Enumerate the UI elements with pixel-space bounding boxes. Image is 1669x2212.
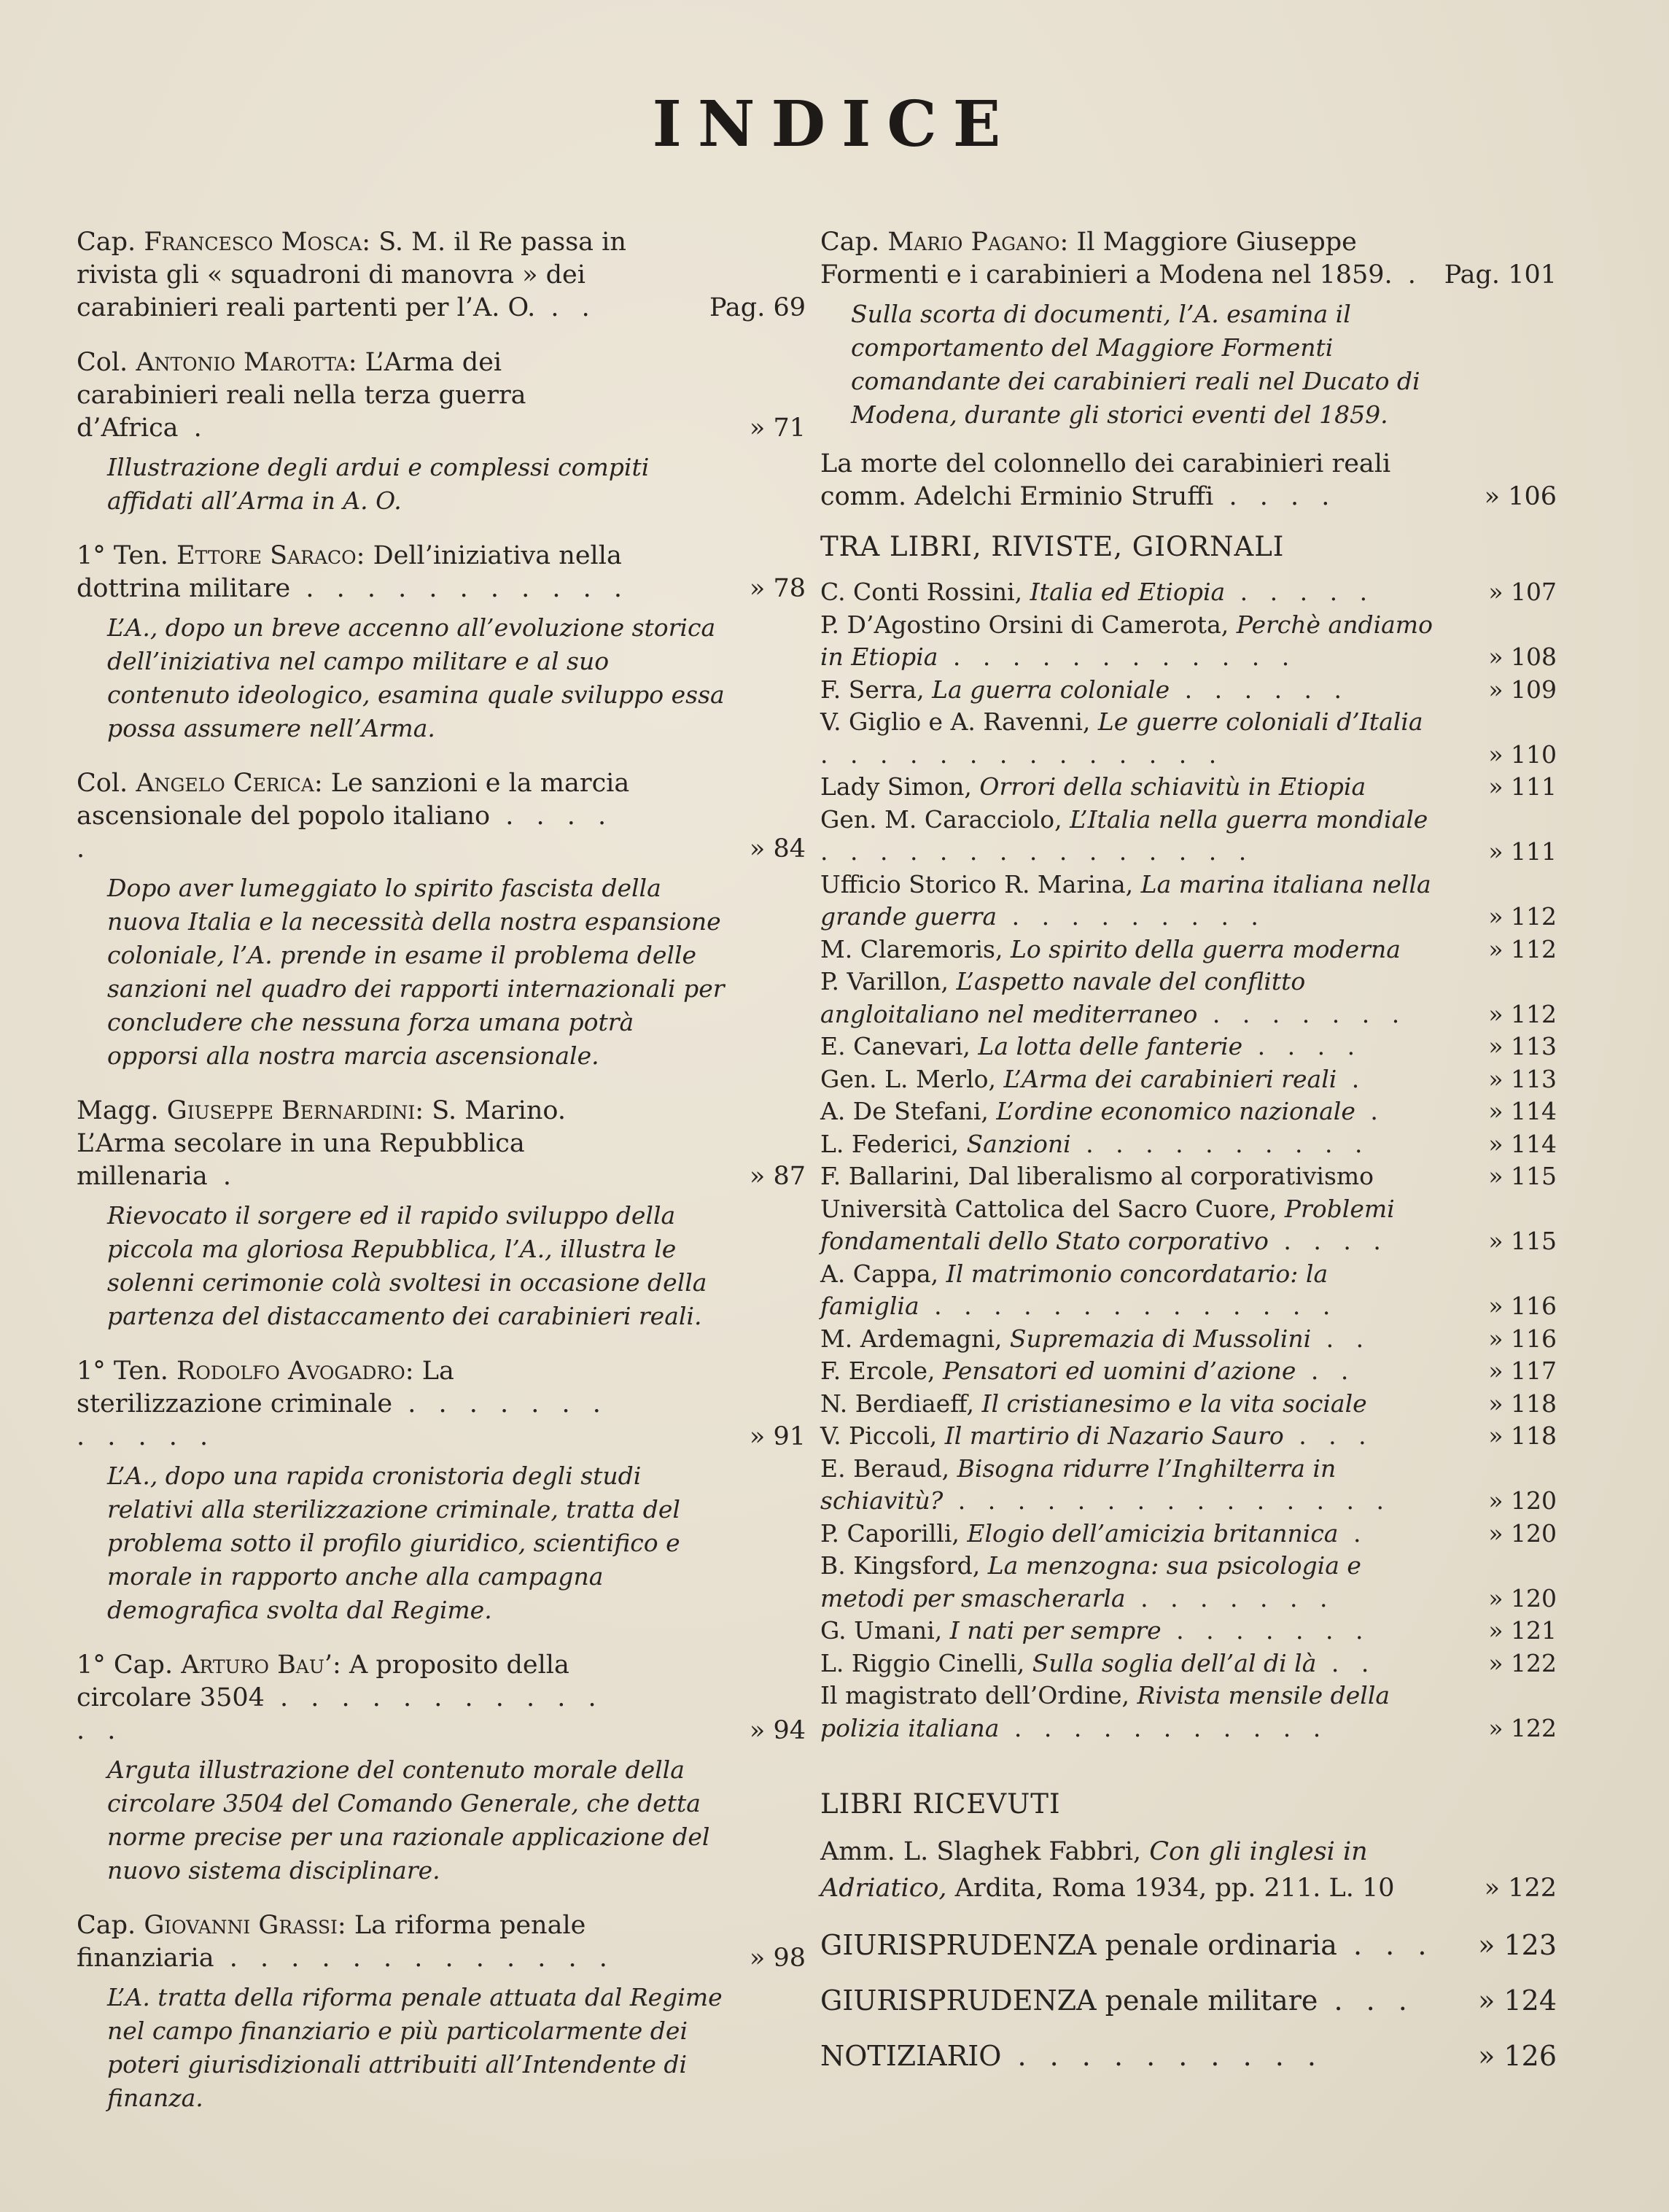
review-author: Ufficio Storico R. Marina, (820, 869, 1134, 899)
review-work: Lo spirito della guerra moderna (1010, 934, 1401, 963)
review-work: Elogio dell’amicizia britannica (967, 1518, 1339, 1548)
review-author: E. Beraud, (820, 1454, 950, 1483)
page-title: INDICE (652, 88, 1017, 161)
review-author: V. Piccoli, (820, 1421, 938, 1450)
review-page: » 122 (1488, 1713, 1557, 1742)
review-item (820, 1063, 1557, 1096)
review-item (820, 1518, 1557, 1551)
entry-title: Dell’iniziativa nella dottrina militare (77, 541, 622, 603)
review-author: A. De Stefani, (820, 1097, 989, 1125)
review-page: » 112 (1488, 934, 1557, 963)
section-line (820, 2038, 1557, 2074)
review-item (820, 1388, 1557, 1421)
review-page: » 120 (1488, 1486, 1557, 1515)
entry-author: Arturo Bau’ (181, 1650, 333, 1680)
left-entry: 1° Ten. Ettore Saraco: Dell’iniziativa nella dottrina militare . . . . . . . . . . . » 78 L’A., dopo un breve accenno all’evoluzione storica dell’iniziativa nel campo militare e al suo contenuto ideologico, esamina quale sviluppo essa possa assumere nell’Arma. (77, 540, 806, 745)
review-item (820, 1160, 1557, 1193)
entry-grade: Cap. (77, 228, 136, 257)
entry-description: Illustrazione degli ardui e complessi compiti affidati all’Arma in A. O. (107, 453, 650, 515)
entry-page: » 71 (749, 414, 806, 443)
review-leader-dots: . . . . (1242, 1032, 1363, 1060)
review-page: » 115 (1488, 1227, 1557, 1255)
review-leader-dots: . . . . . . . . . . . . (938, 643, 1297, 671)
review-work: Pensatori ed uomini d’azione (943, 1357, 1296, 1385)
review-work: L’aspetto navale del conflitto angloitaliano nel mediterraneo (820, 967, 1306, 1028)
review-leader-dots: . . . . . . . (1161, 1616, 1371, 1645)
entry-author: Giuseppe Bernardini (166, 1096, 416, 1125)
review-leader-dots: . . . . . . (1170, 675, 1350, 704)
review-work: Le guerre coloniali d’Italia (1097, 707, 1423, 736)
received-list (820, 1833, 1557, 1906)
entry-page: Pag. 101 (1444, 260, 1557, 290)
review-item (820, 1031, 1557, 1063)
entry-author: Ettore Saraco (176, 541, 357, 570)
review-leader-dots: . . (1296, 1357, 1356, 1385)
review-item (820, 1193, 1557, 1258)
review-item (820, 1258, 1557, 1323)
left-entry: Col. Antonio Marotta: L’Arma dei carabinieri reali nella terza guerra d’Africa . » 71 Illustrazione degli ardui e complessi compiti affidati all’Arma in A. O. (77, 346, 806, 518)
review-leader-dots: . . . . . . . . . . . . . . . (943, 1486, 1392, 1515)
entry-title: S. Marino. L’Arma secolare in una Repubblica millenaria (77, 1096, 566, 1191)
entry-leader-dots: . . . . . (77, 802, 614, 864)
review-work: L’Arma dei carabinieri reali (1003, 1064, 1337, 1093)
review-item (820, 1615, 1557, 1648)
review-page: » 113 (1488, 1032, 1557, 1060)
review-leader-dots: . . . . . (1225, 578, 1375, 606)
entry-title: Il Maggiore Giuseppe Formenti e i carabinieri a Modena nel 1859. (820, 228, 1393, 290)
review-leader-dots: . . . . . . . . . . . . . . (820, 740, 1224, 769)
review-work: L’ordine economico nazionale (996, 1097, 1355, 1125)
review-page: » 111 (1488, 772, 1557, 801)
review-author: L. Federici, (820, 1129, 960, 1158)
review-author: Il magistrato dell’Ordine, (820, 1681, 1130, 1710)
entry-page: » 106 (1484, 482, 1557, 511)
section-line-dots: . . . (1318, 1984, 1415, 2017)
review-author: F. Ercole, (820, 1357, 935, 1385)
section-line-page: » 124 (1478, 1984, 1557, 2017)
review-item (820, 576, 1557, 609)
entry-leader-dots: . (178, 414, 209, 443)
review-page: » 121 (1488, 1616, 1557, 1645)
review-page: » 120 (1488, 1583, 1557, 1613)
entry-description: L’A. tratta della riforma penale attuata dal Regime nel campo finanziario e più particolarmente dei poteri giurisdizionali attribuiti all’Intendente di finanza. (107, 1983, 723, 2112)
entry-leader-dots: . . . . . . . . . . . . (77, 1389, 608, 1451)
review-item (820, 674, 1557, 707)
received-rest: Ardita, Roma 1934, pp. 211. L. 10 (954, 1874, 1395, 1903)
review-leader-dots: . . . . (1268, 1227, 1388, 1255)
review-author: P. Caporilli, (820, 1518, 960, 1548)
review-author: Università Cattolica del Sacro Cuore, (820, 1194, 1277, 1223)
review-page: » 122 (1488, 1648, 1557, 1677)
review-work: La guerra coloniale (932, 675, 1170, 704)
right-entry: Cap. Mario Pagano: Il Maggiore Giuseppe Formenti e i carabinieri a Modena nel 1859. . Pag. 101 Sulla scorta di documenti, l’A. esamina il comportamento del Maggiore Formenti comandante dei carabinieri reali nel Ducato di Modena, durante gli storici eventi del 1859. (820, 226, 1557, 432)
received-author: Amm. L. Slaghek Fabbri, (820, 1837, 1142, 1866)
section-line-label: GIURISPRUDENZA penale militare (820, 1984, 1318, 2017)
review-item (820, 1323, 1557, 1356)
review-item (820, 706, 1557, 771)
review-author: V. Giglio e A. Ravenni, (820, 707, 1091, 736)
entry-page: » 98 (749, 1944, 806, 1973)
review-item (820, 804, 1557, 869)
review-work: Il cristianesimo e la vita sociale (981, 1389, 1367, 1418)
review-leader-dots: . . . (1283, 1421, 1374, 1450)
entry-grade: Cap. (820, 228, 880, 257)
section-line (820, 1982, 1557, 2019)
review-item (820, 609, 1557, 674)
entry-title: Le sanzioni e la marcia ascensionale del popolo italiano (77, 769, 630, 831)
review-page: » 112 (1488, 902, 1557, 931)
entry-grade: 1° Ten. (77, 541, 168, 570)
review-item (820, 771, 1557, 804)
review-work: L’Italia nella guerra mondiale (1070, 804, 1428, 834)
review-author: E. Canevari, (820, 1032, 970, 1060)
review-page: » 114 (1488, 1097, 1557, 1125)
review-work: Bisogna ridurre l’Inghilterra in schiavitù? (820, 1454, 1337, 1515)
entry-description: Rievocato il sorgere ed il rapido sviluppo della piccola ma gloriosa Repubblica, l’A., illustra le solenni cerimonie colà svoltesi in occasione della partenza del distaccamento dei carabinieri reali. (107, 1201, 707, 1330)
review-item (820, 1550, 1557, 1615)
entry-title: S. M. il Re passa in rivista gli « squadroni di manovra » dei carabinieri reali partenti per l’A. O. (77, 228, 626, 322)
left-column (77, 226, 806, 2137)
entry-page: » 87 (749, 1162, 806, 1191)
review-author: L. Riggio Cinelli, (820, 1648, 1025, 1677)
review-page: » 114 (1488, 1129, 1557, 1158)
entry-description: L’A., dopo una rapida cronistoria degli studi relativi alla sterilizzazione criminale, tratta del problema sotto il profilo giuridico, scientifico e morale in rapporto anche alla campagna demografica svolta dal Regime. (107, 1462, 680, 1624)
entry-author: Giovanni Grassi (144, 1911, 338, 1940)
review-item (820, 966, 1557, 1031)
section-line-dots: . . . (1337, 1929, 1434, 1961)
entry-title: La sterilizzazione criminale (77, 1357, 454, 1419)
reviews-list (820, 576, 1557, 1745)
review-leader-dots: . . . . . . . . . . (1070, 1129, 1370, 1158)
left-entry: Col. Angelo Cerica: Le sanzioni e la marcia ascensionale del popolo italiano . . . . . » 84 Dopo aver lumeggiato lo spirito fascista della nuova Italia e la necessità della nostra espansione coloniale, l’A. prende in esame il problema delle sanzioni nel quadro dei rapporti internazionali per concludere che nessuna forza umana potrà opporsi alla nostra marcia ascensionale. (77, 767, 806, 1073)
section-line-page: » 123 (1478, 1929, 1557, 1961)
review-author: C. Conti Rossini, (820, 578, 1023, 606)
review-page: » 118 (1488, 1389, 1557, 1418)
review-item (820, 869, 1557, 934)
review-author: P. Varillon, (820, 967, 949, 996)
entry-leader-dots: . . . . . . . . . . . . . (214, 1944, 615, 1973)
review-leader-dots: . . . . . . . (1125, 1583, 1335, 1613)
review-leader-dots: . . . . . . . . . (997, 902, 1266, 931)
entry-grade: 1° Cap. (77, 1650, 174, 1680)
review-work: Rivista mensile della polizia italiana (820, 1681, 1390, 1742)
left-entry: Cap. Giovanni Grassi: La riforma penale finanziaria . . . . . . . . . . . . . » 98 L’A. tratta della riforma penale attuata dal Regime nel campo finanziario e più particolarmente dei poteri giurisdizionali attribuiti all’Intendente di finanza. (77, 1909, 806, 2115)
entry-page: Pag. 69 (709, 293, 806, 322)
review-item (820, 934, 1557, 966)
review-item (820, 1420, 1557, 1453)
received-work: Con gli inglesi in Adriatico, (820, 1837, 1368, 1903)
entry-page: » 78 (749, 574, 806, 603)
section-line-page: » 126 (1478, 2040, 1557, 2072)
review-author: A. Cappa, (820, 1259, 939, 1288)
entry-leader-dots: . . . . . . . . . . . (290, 574, 629, 603)
review-page: » 109 (1488, 675, 1557, 704)
review-item (820, 1680, 1557, 1745)
entry-title: L’Arma dei carabinieri reali nella terza guerra d’Africa (77, 348, 526, 443)
entry-author: Antonio Marotta (136, 348, 349, 377)
review-page: » 117 (1488, 1357, 1557, 1385)
review-leader-dots: . (1338, 1518, 1369, 1548)
review-leader-dots: . . (1316, 1648, 1377, 1677)
review-work: Il matrimonio concordatario: la famiglia (820, 1259, 1328, 1320)
review-item (820, 1128, 1557, 1161)
entry-author: Mario Pagano (887, 228, 1060, 257)
entry-grade: 1° Ten. (77, 1357, 168, 1386)
review-work: Supremazia di Mussolini (1009, 1324, 1312, 1353)
review-page: » 116 (1488, 1292, 1557, 1320)
entry-leader-dots: . . . . (1213, 482, 1337, 511)
review-author: Lady Simon, (820, 772, 972, 801)
entry-grade: Col. (77, 348, 128, 377)
left-entry: Cap. Francesco Mosca: S. M. il Re passa in rivista gli « squadroni di manovra » dei carabinieri reali partenti per l’A. O. . . Pag. 69 (77, 226, 806, 325)
entry-title: La riforma penale finanziaria (77, 1911, 586, 1973)
review-item (820, 1095, 1557, 1128)
review-item (820, 1453, 1557, 1518)
entry-description: Dopo aver lumeggiato lo spirito fascista della nuova Italia e la necessità della nostra espansione coloniale, l’A. prende in esame il problema delle sanzioni nel quadro dei rapporti internazionali per concludere che nessuna forza umana potrà opporsi alla nostra marcia ascensionale. (107, 874, 725, 1070)
left-entry: 1° Cap. Arturo Bau’: A proposito della circolare 3504 . . . . . . . . . . . . . » 94 Arguta illustrazione del contenuto morale della circolare 3504 del Comando Generale, che detta norme precise per una razionale applicazione del nuovo sistema disciplinare. (77, 1649, 806, 1887)
section-line-dots: . . . . . . . . . . (1001, 2040, 1323, 2072)
review-author: M. Claremoris, (820, 934, 1003, 963)
review-work: Perchè andiamo in Etiopia (820, 610, 1433, 671)
entry-page: » 91 (749, 1422, 806, 1451)
section-reviews-heading: TRA LIBRI, RIVISTE, GIORNALI (820, 531, 1285, 562)
review-leader-dots: . . (1311, 1324, 1372, 1353)
review-work: Sulla soglia dell’al di là (1032, 1648, 1317, 1677)
section-line-label: NOTIZIARIO (820, 2040, 1002, 2072)
review-author: B. Kingsford, (820, 1551, 981, 1580)
right-entry (820, 448, 1557, 513)
entry-leader-dots: . . (535, 293, 597, 322)
section-line (820, 1927, 1557, 1963)
review-page: » 108 (1488, 643, 1557, 671)
review-page: » 112 (1488, 999, 1557, 1028)
entry-leader-dots: . (207, 1162, 238, 1191)
review-leader-dots: . . . . . . . (1197, 999, 1407, 1028)
right-column (820, 226, 1557, 2093)
entry-description: Sulla scorta di documenti, l’A. esamina il comportamento del Maggiore Formenti comandante dei carabinieri reali nel Ducato di Modena, durante gli storici eventi del 1859. (851, 300, 1420, 429)
review-work: La marina italiana nella grande guerra (820, 869, 1431, 931)
review-work: La menzogna: sua psicologia e metodi per smascherarla (820, 1551, 1361, 1613)
review-author: F. Ballarini, Dal liberalismo al corporativismo (820, 1162, 1374, 1190)
review-author: Gen. L. Merlo, (820, 1064, 997, 1093)
review-page: » 107 (1488, 578, 1557, 606)
entry-author: Angelo Cerica (136, 769, 314, 798)
entry-page: » 84 (749, 834, 806, 864)
entry-title: La morte del colonnello dei carabinieri reali comm. Adelchi Erminio Struffi (820, 449, 1391, 511)
entry-author: Rodolfo Avogadro (176, 1357, 405, 1386)
entry-grade: Cap. (77, 1911, 136, 1940)
left-entry: 1° Ten. Rodolfo Avogadro: La sterilizzazione criminale . . . . . . . . . . . . » 91 L’A., dopo una rapida cronistoria degli studi relativi alla sterilizzazione criminale, tratta del problema sotto il profilo giuridico, scientifico e morale in rapporto anche alla campagna demografica svolta dal Regime. (77, 1355, 806, 1627)
received-item (820, 1833, 1557, 1906)
review-work: Il martirio di Nazario Sauro (944, 1421, 1284, 1450)
review-work: Orrori della schiavitù in Etiopia (979, 772, 1366, 801)
review-author: M. Ardemagni, (820, 1324, 1003, 1353)
review-leader-dots: . (1355, 1097, 1385, 1125)
section-line-label: GIURISPRUDENZA penale ordinaria (820, 1929, 1337, 1961)
review-author: F. Serra, (820, 675, 925, 704)
review-item (820, 1355, 1557, 1388)
entry-title: A proposito della circolare 3504 (77, 1650, 569, 1712)
entry-description: Arguta illustrazione del contenuto morale della circolare 3504 del Comando Generale, che detta norme precise per una razionale applicazione del nuovo sistema disciplinare. (107, 1755, 710, 1885)
review-author: N. Berdiaeff, (820, 1389, 974, 1418)
section-received-heading: LIBRI RICEVUTI (820, 1788, 1061, 1820)
entry-leader-dots: . . . . . . . . . . . . . (77, 1683, 604, 1745)
review-item (820, 1648, 1557, 1680)
received-page: » 122 (1484, 1874, 1557, 1903)
review-page: » 110 (1488, 740, 1557, 769)
review-work: Sanzioni (966, 1129, 1071, 1158)
review-leader-dots: . . . . . . . . . . . (999, 1713, 1328, 1742)
review-work: I nati per sempre (949, 1616, 1162, 1645)
review-work: Problemi fondamentali dello Stato corporativo (820, 1194, 1395, 1255)
review-page: » 115 (1488, 1162, 1557, 1190)
review-page: » 111 (1488, 837, 1557, 866)
review-page: » 113 (1488, 1064, 1557, 1093)
review-work: Italia ed Etiopia (1030, 578, 1226, 606)
review-page: » 116 (1488, 1324, 1557, 1353)
review-leader-dots: . . . . . . . . . . . . . . . (820, 837, 1254, 866)
entry-grade: Col. (77, 769, 128, 798)
entry-description: L’A., dopo un breve accenno all’evoluzione storica dell’iniziativa nel campo militare e al suo contenuto ideologico, esamina quale sviluppo essa possa assumere nell’Arma. (107, 613, 725, 742)
review-page: » 118 (1488, 1421, 1557, 1450)
review-page: » 120 (1488, 1518, 1557, 1548)
left-entry: Magg. Giuseppe Bernardini: S. Marino. L’Arma secolare in una Repubblica millenaria . » 87 Rievocato il sorgere ed il rapido sviluppo della piccola ma gloriosa Repubblica, l’A., illustra le solenni cerimonie colà svoltesi in occasione della partenza del distaccamento dei carabinieri reali. (77, 1095, 806, 1333)
entry-page: » 94 (749, 1716, 806, 1745)
review-leader-dots: . (1337, 1064, 1367, 1093)
review-author: P. D’Agostino Orsini di Camerota, (820, 610, 1229, 639)
review-work: La lotta delle fanterie (978, 1032, 1243, 1060)
review-author: G. Umani, (820, 1616, 943, 1645)
entry-grade: Magg. (77, 1096, 159, 1125)
review-leader-dots: . . . . . . . . . . . . . . (919, 1292, 1338, 1320)
entry-author: Francesco Mosca (144, 228, 362, 257)
review-author: Gen. M. Caracciolo, (820, 804, 1062, 834)
entry-leader-dots: . (1392, 260, 1423, 290)
